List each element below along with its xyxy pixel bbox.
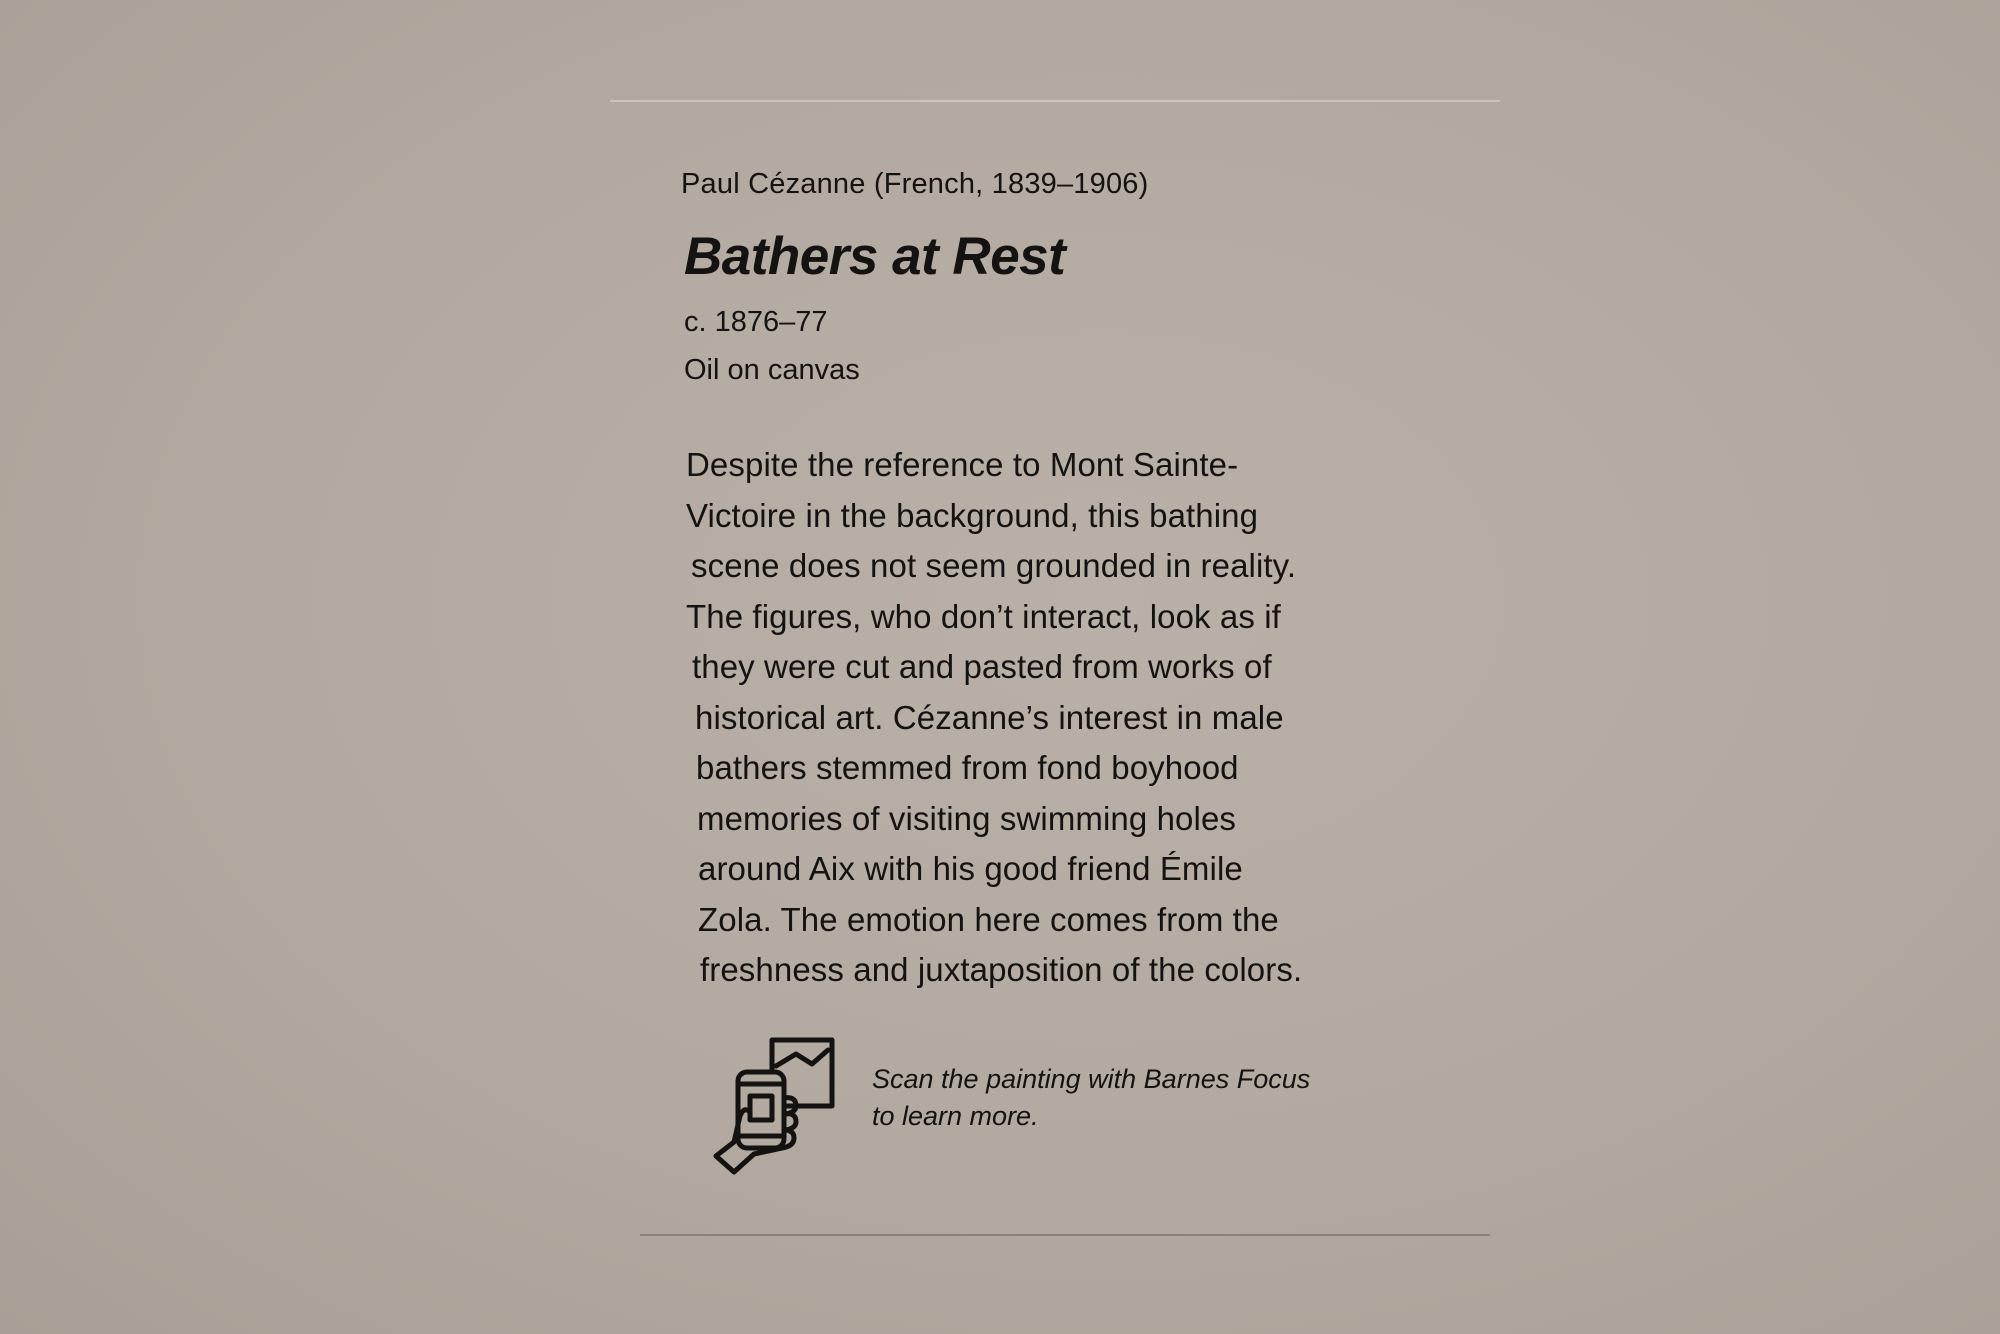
description-line: memories of visiting swimming holes <box>697 799 1236 837</box>
focus-caption-line: Scan the painting with Barnes Focus <box>872 1064 1311 1094</box>
description-line: freshness and juxtaposition of the colors. <box>700 951 1303 988</box>
description-line: they were cut and pasted from works of <box>692 648 1272 685</box>
artist-line: Paul Cézanne (French, 1839–1906) <box>681 168 1149 200</box>
description-line: The figures, who don’t interact, look as if <box>686 597 1281 635</box>
focus-caption-line: to learn more. <box>872 1101 1039 1131</box>
artwork-medium: Oil on canvas <box>684 354 860 386</box>
top-divider <box>610 100 1500 102</box>
description <box>686 440 1400 996</box>
phone-scan-painting-icon <box>700 1036 840 1176</box>
focus-caption <box>872 1061 1310 1135</box>
description-line: historical art. Cézanne’s interest in male <box>695 698 1284 736</box>
barnes-focus-callout <box>700 1036 1400 1176</box>
description-line: Zola. The emotion here comes from the <box>698 900 1279 938</box>
description-line: around Aix with his good friend Émile <box>698 850 1243 887</box>
description-line: Despite the reference to Mont Sainte- <box>686 446 1239 483</box>
bottom-divider <box>640 1234 1490 1236</box>
artwork-date: c. 1876–77 <box>684 306 828 338</box>
wall-label <box>680 160 1400 996</box>
description-line: scene does not seem grounded in reality. <box>691 547 1297 584</box>
description-line: bathers stemmed from fond boyhood <box>696 749 1239 786</box>
description-line: Victoire in the background, this bathing <box>686 496 1259 534</box>
artwork-title: Bathers at Rest <box>684 227 1066 286</box>
